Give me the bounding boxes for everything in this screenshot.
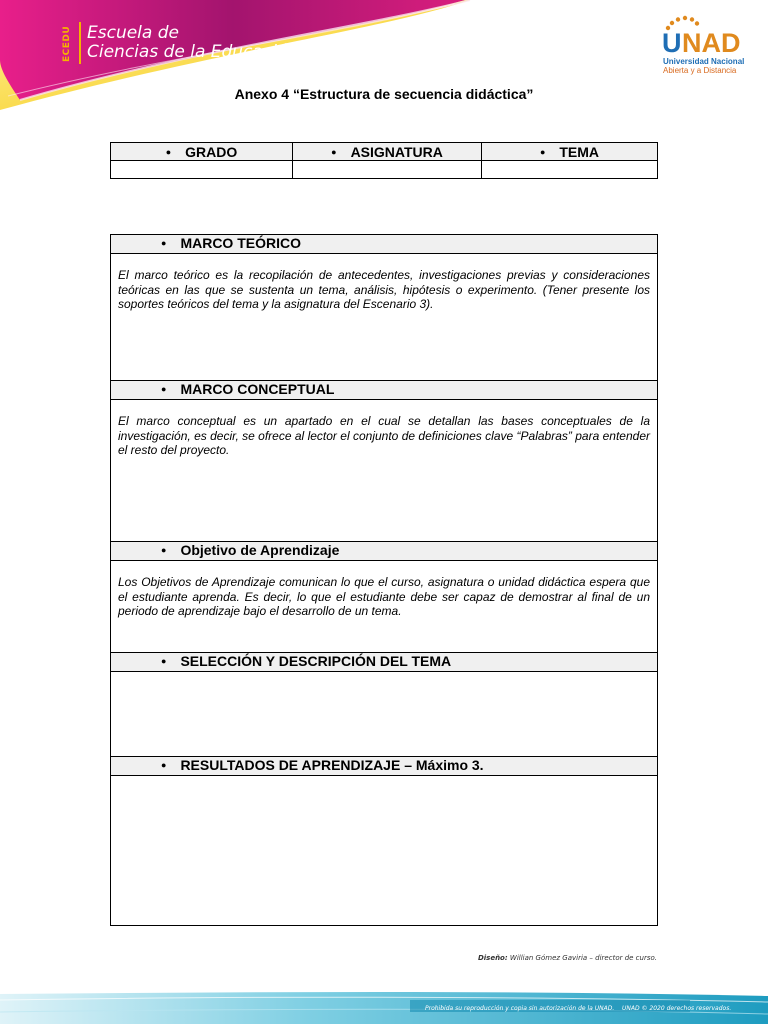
school-name [87,24,298,62]
school-divider [79,22,81,64]
info-header-grado-label: GRADO [185,143,238,160]
info-cell-tema[interactable] [482,161,658,179]
svg-text:NAD: NAD [682,28,741,58]
section-heading-label: SELECCIÓN Y DESCRIPCIÓN DEL TEMA [180,653,452,669]
section-heading-label: Objetivo de Aprendizaje [180,542,340,558]
section-marco-conceptual [110,380,658,542]
document-title: Anexo 4 “Estructura de secuencia didáctica” [234,86,534,102]
section-body[interactable] [111,672,657,686]
logo-caption [663,57,744,75]
info-header-asignatura-label: ASIGNATURA [350,143,443,160]
info-cell-grado[interactable] [111,161,293,179]
school-code: ECEDU [62,25,72,63]
section-body: Los Objetivos de Aprendizaje comunican lo que el curso, asignatura o unidad didáctica espera que el estudiante aprenda. Es decir, lo que el estudiante debe ser capaz de demostrar al final de un periodo de aprendizaje bajo el desarrollo de un tema. [118,575,650,618]
info-cell-asignatura[interactable] [293,161,482,179]
section-body: El marco teórico es la recopilación de antecedentes, investigaciones previas y consideraciones teóricas en las que se sustenta un tema, análisis, hipótesis o experimento. (Tener presente los soportes teóricos del tema y la asignatura del Escenario 3). [118,268,650,311]
school-name-line1: Escuela de [87,23,179,43]
section-objetivo-aprendizaje [110,541,658,653]
section-heading: ● Objetivo de Aprendizaje [111,542,657,561]
design-credit [478,954,657,962]
school-name-line2: Ciencias de la Educación [87,42,299,62]
info-header-asignatura: ● ASIGNATURA [293,143,482,161]
logo-caption-line1: Universidad Nacional [663,57,745,66]
section-seleccion-tema [110,652,658,757]
section-heading-label: RESULTADOS DE APRENDIZAJE – Máximo 3. [180,757,484,773]
section-body[interactable] [111,776,657,790]
section-heading-label: MARCO TEÓRICO [180,235,301,251]
footer-copyright: UNAD © 2020 derechos reservados. [622,1005,732,1012]
info-header-grado: ● GRADO [111,143,293,161]
info-table [110,142,658,179]
section-heading: ● RESULTADOS DE APRENDIZAJE – Máximo 3. [111,757,657,776]
footer-prohibition: Prohibida su reproducción y copia sin autorización de la UNAD. [425,1005,615,1012]
section-heading: ● MARCO TEÓRICO [111,235,657,254]
design-credit-label: Diseño: [477,954,508,962]
section-heading: ● SELECCIÓN Y DESCRIPCIÓN DEL TEMA [111,653,657,672]
section-heading-label: MARCO CONCEPTUAL [180,381,335,397]
section-resultados-aprendizaje [110,756,658,926]
section-body: El marco conceptual es un apartado en el cual se detallan las bases conceptuales de la investigación, es decir, se ofrece al lector el conjunto de definiciones clave “Palabras” para entender el resto del proyecto. [118,414,650,457]
logo-caption-line2: Abierta y a Distancia [663,66,737,75]
info-header-tema-label: TEMA [559,143,600,160]
design-credit-text: Willian Gómez Gaviria – director de curso. [509,954,657,962]
svg-text:U: U [662,28,682,58]
section-heading: ● MARCO CONCEPTUAL [111,381,657,400]
section-marco-teorico [110,234,658,381]
info-header-tema: ● TEMA [482,143,658,161]
